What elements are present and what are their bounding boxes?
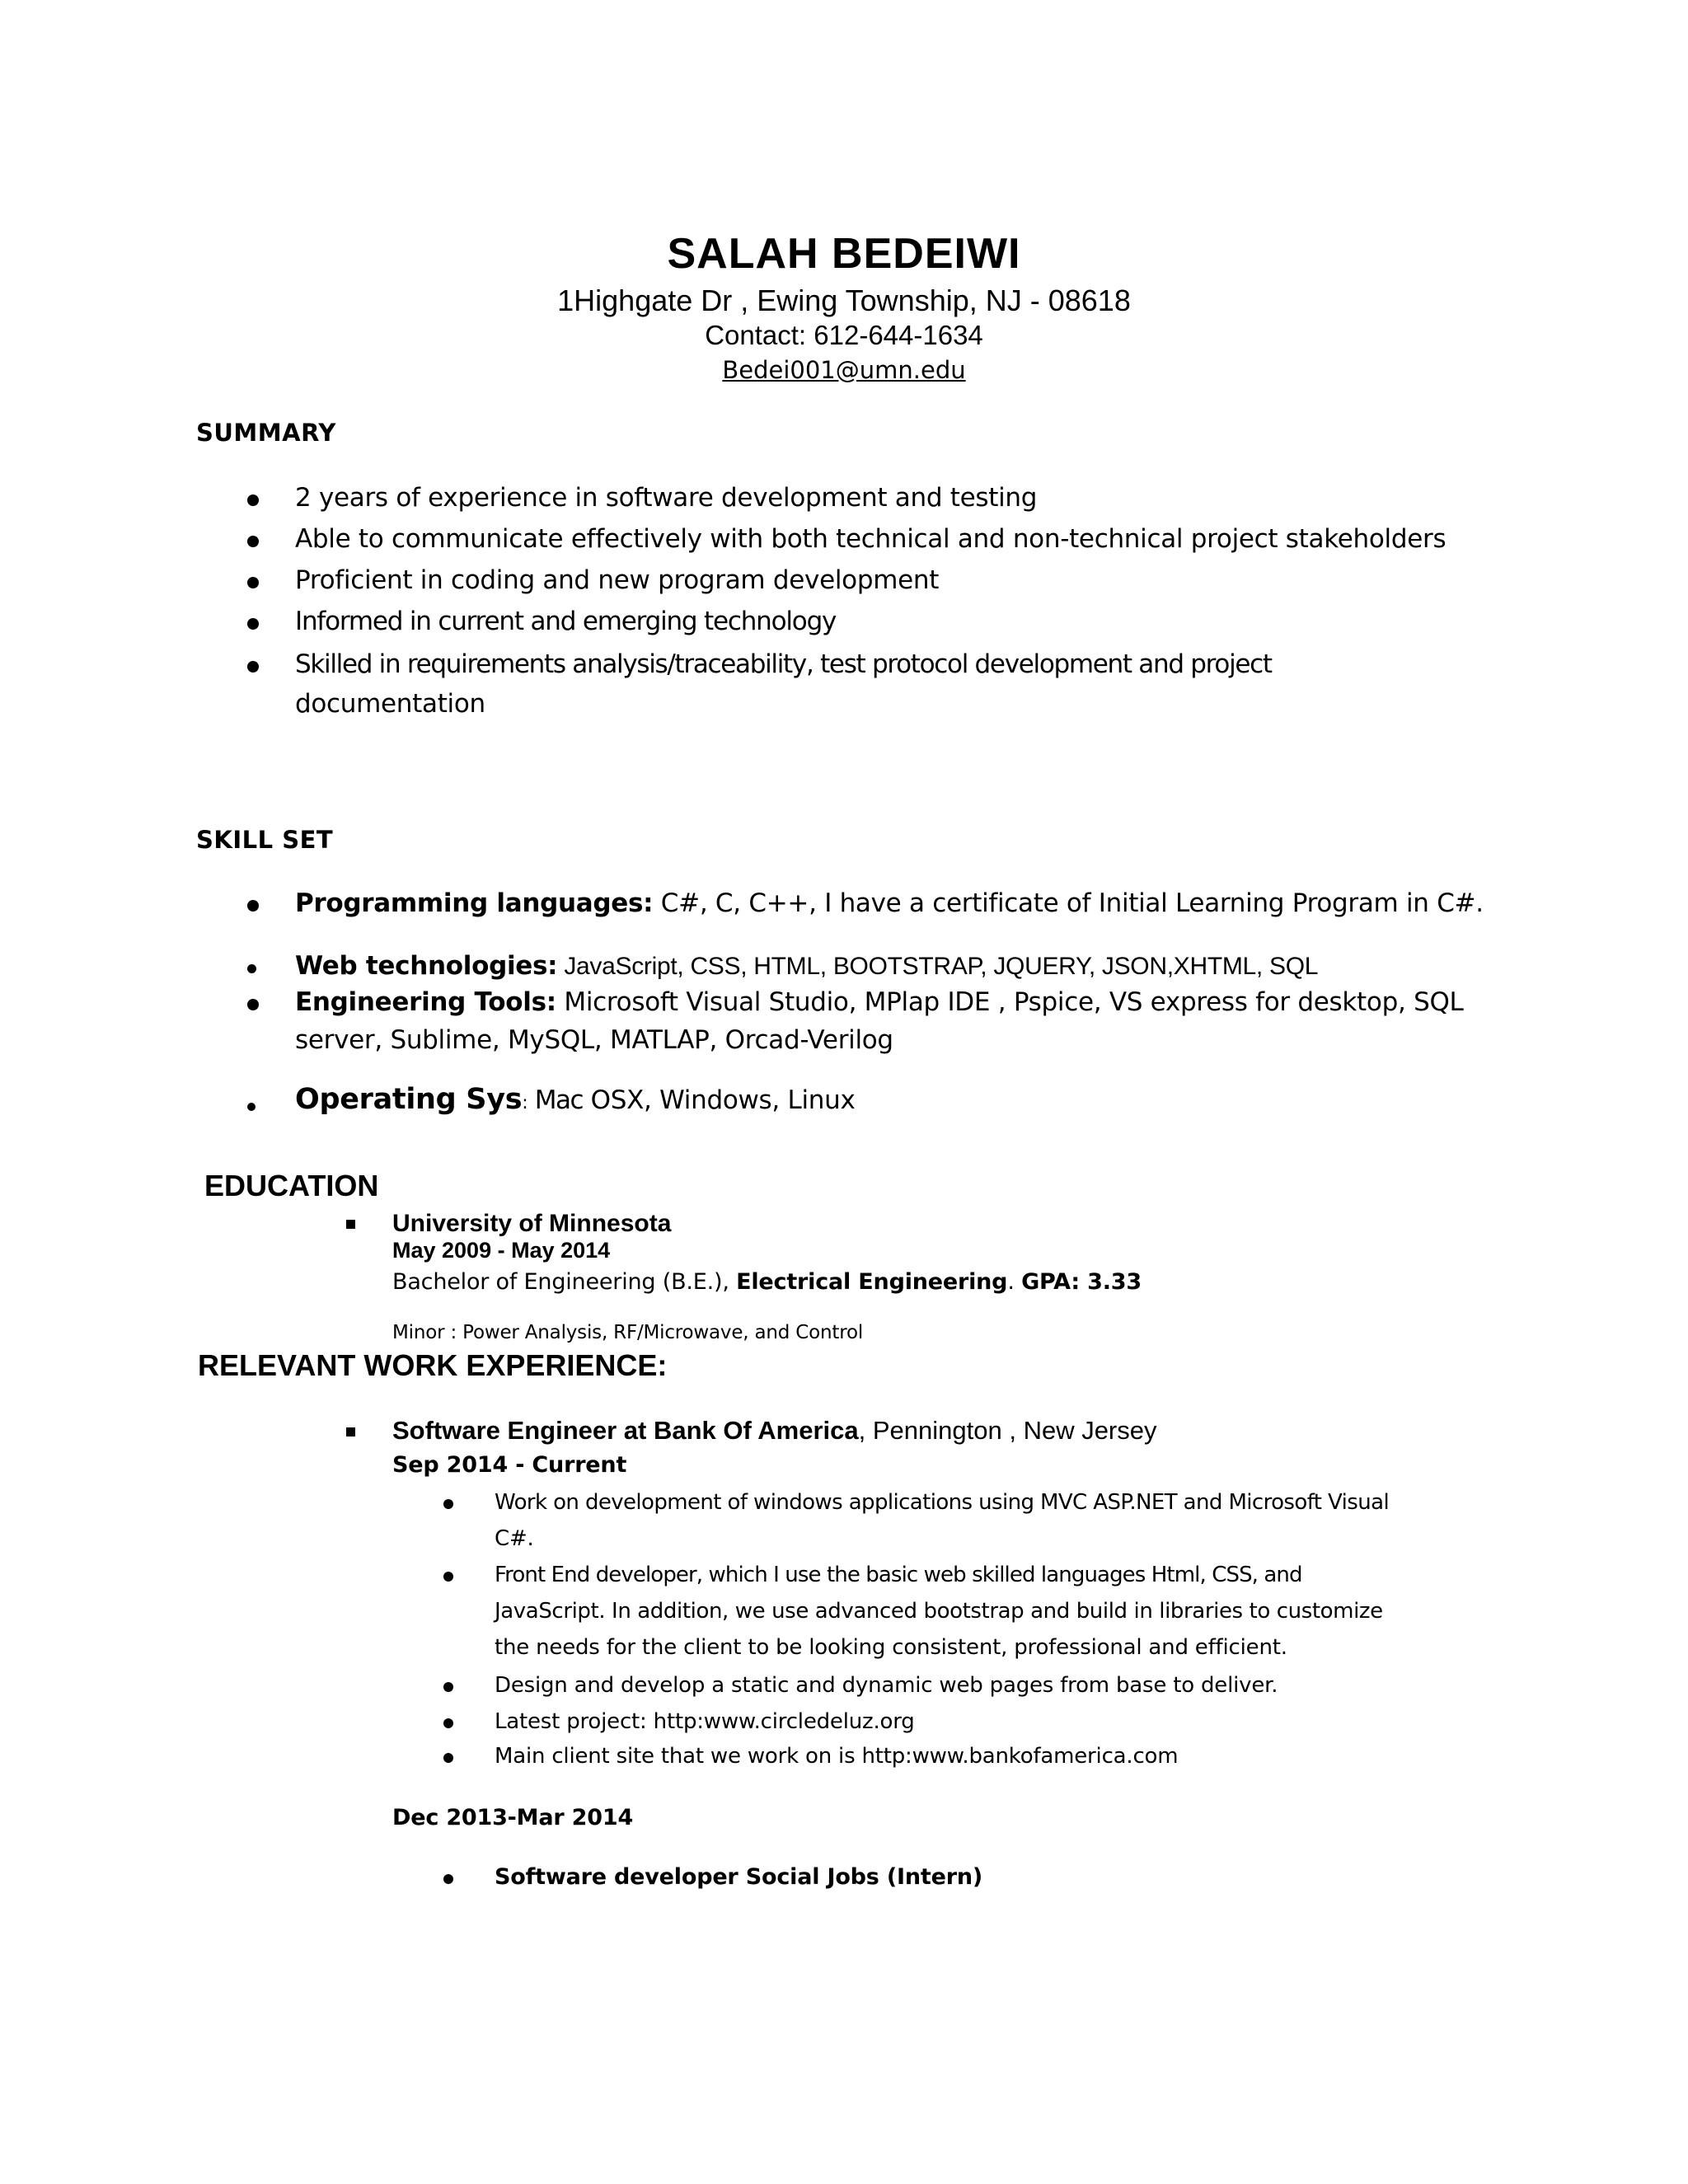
minor-line: Minor : Power Analysis, RF/Microwave, and Control xyxy=(392,1322,864,1343)
skill-value: OSX, Windows, Linux xyxy=(583,1085,856,1115)
bullet-icon xyxy=(443,1572,453,1582)
candidate-phone: Contact: 612-644-1634 xyxy=(705,320,983,350)
candidate-email-line xyxy=(0,356,1688,384)
skill-label: Web technologies: xyxy=(295,951,558,981)
skill-value: C#, C, C++, I have a certificate of Initial Learning Program in C#. xyxy=(653,888,1484,918)
bullet-icon xyxy=(443,1874,453,1884)
bullet-icon xyxy=(443,1682,453,1692)
bullet-icon xyxy=(247,618,259,630)
bullet-icon xyxy=(247,577,259,588)
job-title: Software Engineer at Bank Of America xyxy=(392,1416,859,1445)
bullet-icon xyxy=(443,1718,453,1728)
candidate-address: 1Highgate Dr , Ewing Township, NJ - 08618 xyxy=(557,284,1131,317)
candidate-email-link[interactable]: Bedei001@umn.edu xyxy=(722,356,966,384)
skill-label: Operating Sys xyxy=(295,1083,523,1116)
job-title-line xyxy=(392,1416,1157,1446)
bullet-icon xyxy=(247,661,259,673)
candidate-name: SALAH BEDEIWI xyxy=(667,230,1021,278)
experience-heading: RELEVANT WORK EXPERIENCE: xyxy=(198,1348,668,1382)
resume-page: SALAH BEDEIWI 1Highgate Dr , Ewing Township, NJ - 08618 Contact: 612-644-1634 Bedei001@umn.edu SUMMARY 2 years of experience in software development and testing Able to communicate effectively with both technical and non-technical project stakeholders Proficient in coding and new program development Informed in current and emerging technology Skilled in requirements analysis/traceability, test protocol development and project documentation SKILL SET Programming languages: C#, C, C++, I have a certificate of Initial Learning Program in C#. Web technologies: JavaScript, CSS, HTML, BOOTSTRAP, JQUERY, JSON,XHTML, SQL Engineering Tools: Microsoft Visual Studio, MPlap IDE , Pspice, VS express for desktop, SQL server, Sublime, MySQL, MATLAP, Orcad-Verilog Operating Sys: Mac OSX, Windows, Linux EDUCATION University of Minnesota May 2009 - May 2014 Bachelor of Engineering (B.E.), Electrical Engineering. GPA: 3.33 Minor : Power Analysis, RF/Microwave, and Control RELEVANT WORK EXPERIENCE: Software Engineer at Bank Of America, Pennington , New Jersey Sep 2014 - Current Work on development of windows applications using MVC ASP.NET and Microsoft Visual C#. Front End developer, which I use the basic web skilled languages Html, CSS, and JavaScript. In addition, we use advanced bootstrap and build in libraries to customize the needs for the client to be looking consistent, professional and efficient. Design and develop a static and dynamic web pages from base to deliver. Latest project: http:www.circledeluz.org Main client site that we work on is http:www.bankofamerica.com Dec 2013-Mar 2014 Software developer Social Jobs (Intern) xyxy=(0,0,1688,2184)
degree-line: Bachelor of Engineering (B.E.), Electrical Engineering. GPA: 3.33 xyxy=(392,1269,1142,1295)
school-name: University of Minnesota xyxy=(392,1210,672,1237)
bullet-icon xyxy=(247,494,259,506)
education-entry xyxy=(346,1210,1500,1358)
skill-label: Engineering Tools: xyxy=(295,987,556,1017)
education-dates: May 2009 - May 2014 xyxy=(392,1238,611,1263)
bullet-icon xyxy=(247,536,259,547)
summary-heading: SUMMARY xyxy=(196,419,336,447)
bullet-icon xyxy=(443,1753,453,1763)
major: Electrical Engineering xyxy=(736,1269,1008,1295)
bullet-icon xyxy=(247,999,259,1010)
job2-dates: Dec 2013-Mar 2014 xyxy=(392,1805,634,1830)
skills-heading: SKILL SET xyxy=(196,826,334,854)
bullet-icon xyxy=(247,1103,256,1111)
bullet-square-icon xyxy=(346,1220,355,1229)
bullet-square-icon xyxy=(346,1427,355,1436)
gpa: GPA: 3.33 xyxy=(1021,1269,1142,1295)
bullet-icon xyxy=(247,964,256,973)
education-heading: EDUCATION xyxy=(204,1169,379,1202)
bullet-icon xyxy=(247,900,259,912)
bullet-icon xyxy=(443,1499,453,1509)
job-location: , Pennington , New Jersey xyxy=(858,1416,1157,1445)
skill-label: Programming languages: xyxy=(295,888,654,918)
job-dates: Sep 2014 - Current xyxy=(392,1452,627,1478)
skill-value: Microsoft Visual Studio, MPlap IDE , Pspice, VS express for desktop, SQL xyxy=(556,987,1464,1017)
skill-value: JavaScript, CSS, HTML, BOOTSTRAP, JQUERY, JSON,XHTML, SQL xyxy=(557,953,1319,980)
